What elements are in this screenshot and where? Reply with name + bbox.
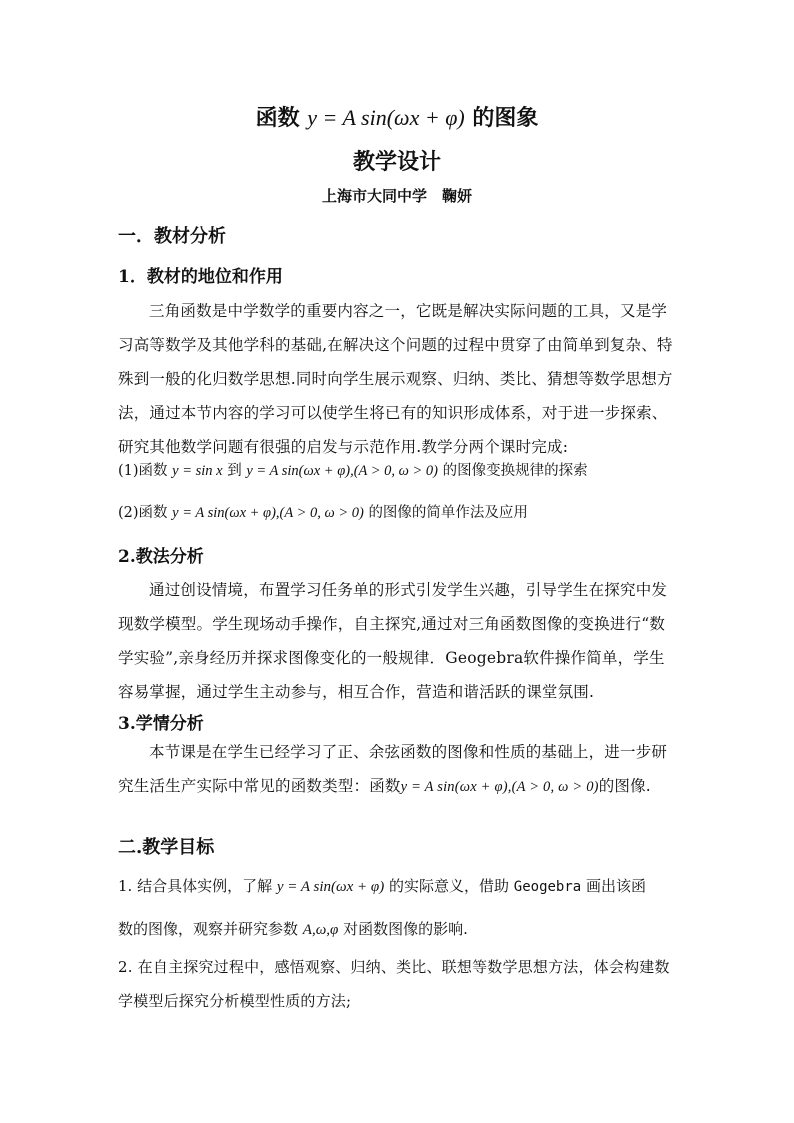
sub3-text-start: 本节课是在学生已经学习了正、余弦函数的图像和性质的基础上，进一步研究生活生产实际中常见的函数类型：函数: [118, 743, 668, 795]
author-line: 上海市大同中学 鞠妍: [321, 187, 472, 205]
item2-num: (2)函数: [118, 505, 168, 521]
item1-num: (1)函数: [118, 463, 168, 479]
goal-2: 2. 在自主探究过程中，感悟观察、归纳、类比、联想等数学思想方法，体会构建数学模型后探究分析模型性质的方法;: [118, 958, 670, 1010]
goal1-line2b: 对函数图像的影响.: [343, 920, 468, 938]
item2-formula: y = A sin(ωx + φ),(A > 0, ω > 0): [172, 505, 364, 521]
goal-1-line-2: [118, 918, 468, 939]
goal-1-line-1: [118, 875, 646, 896]
section1-sub3-heading: 3.学情分析: [118, 714, 204, 734]
section1-sub2-heading: 2.教法分析: [118, 547, 204, 567]
goal1-params: A,ω,φ: [302, 922, 339, 938]
goal1-mid: 的实际意义，借助: [388, 877, 509, 895]
goal1-line2a: 数的图像，观察并研究参数: [118, 920, 299, 938]
lesson-item-2: [118, 501, 528, 522]
goal1-software: Geogebra: [513, 879, 582, 895]
item2-tail: 的图像的简单作法及应用: [368, 505, 528, 521]
section1-heading: 一．教材分析: [118, 226, 226, 247]
item1-formula-2: y = A sin(ωx + φ),(A > 0, ω > 0): [246, 463, 438, 479]
title-suffix: 的图象: [472, 105, 539, 131]
title-formula: y = A sin(ωx + φ): [307, 105, 465, 130]
section1-sub2-paragraph: 通过创设情境，布置学习任务单的形式引发学生兴趣，引导学生在探究中发现数学模型。学生现场动手操作，自主探究,通过对三角函数图像的变换进行“数学实验”,亲身经历并探求图像变化的一般规律．Geogebra软件操作简单，学生容易掌握，通过学生主动参与，相互合作，营造和谐活跃的课堂氛围.: [118, 581, 668, 701]
sub3-formula: y = A sin(ωx + φ),(A > 0, ω > 0): [400, 779, 599, 795]
document-subtitle: 教学设计: [352, 149, 441, 175]
section2-heading: 二.教学目标: [118, 837, 215, 858]
item1-mid: 到: [227, 463, 242, 479]
goal1-start: 1. 结合具体实例，了解: [118, 877, 273, 895]
document-title: [0, 101, 794, 132]
title-prefix: 函数: [255, 105, 300, 131]
section1-sub1-paragraph: 三角函数是中学数学的重要内容之一，它既是解决实际问题的工具，又是学习高等数学及其他学科的基础,在解决这个问题的过程中贯穿了由简单到复杂、特殊到一般的化归数学思想.同时向学生展示观察、归纳、类比、猜想等数学思想方法，通过本节内容的学习可以使学生将已有的知识形成体系，对于进一步探索、研究其他数学问题有很强的启发与示范作用.教学分两个课时完成:: [118, 302, 673, 456]
item1-formula-1: y = sin x: [172, 463, 223, 479]
section1-sub3-paragraph: [118, 735, 678, 804]
lesson-item-1: [118, 459, 588, 480]
section1-sub1-heading: 1．教材的地位和作用: [118, 267, 283, 287]
item1-tail: 的图像变换规律的探索: [442, 463, 588, 479]
goal1-end: 画出该函: [586, 877, 647, 895]
goal1-formula: y = A sin(ωx + φ): [276, 879, 385, 895]
sub3-text-end: 的图像.: [598, 777, 651, 795]
